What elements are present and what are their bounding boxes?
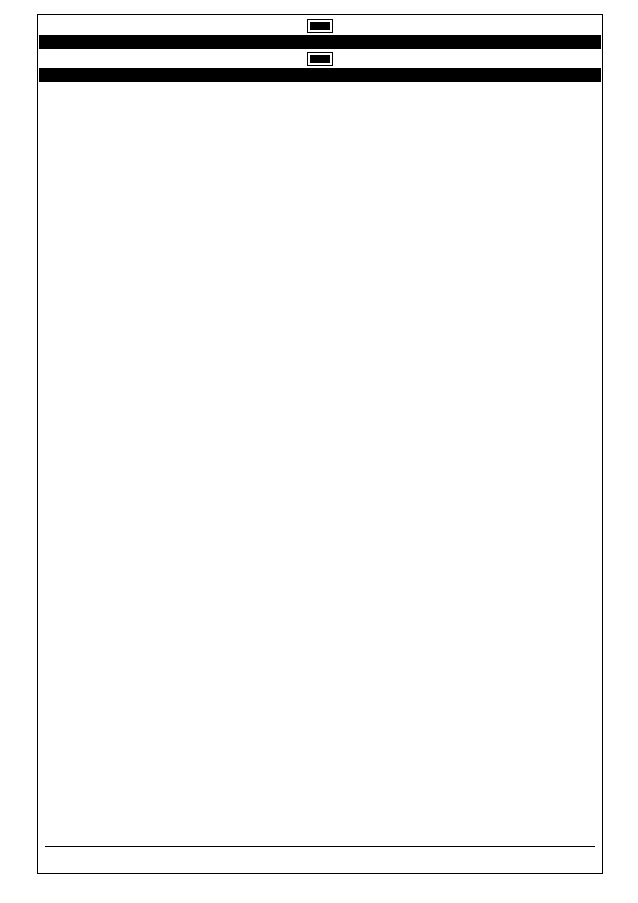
mistake-instruction [39, 35, 601, 49]
page-content [39, 16, 601, 82]
set-book-subheading [39, 68, 601, 82]
page-footer [45, 846, 595, 866]
set-book-heading [308, 53, 332, 65]
page-frame [37, 14, 603, 874]
mistake-correction-heading [308, 20, 332, 32]
